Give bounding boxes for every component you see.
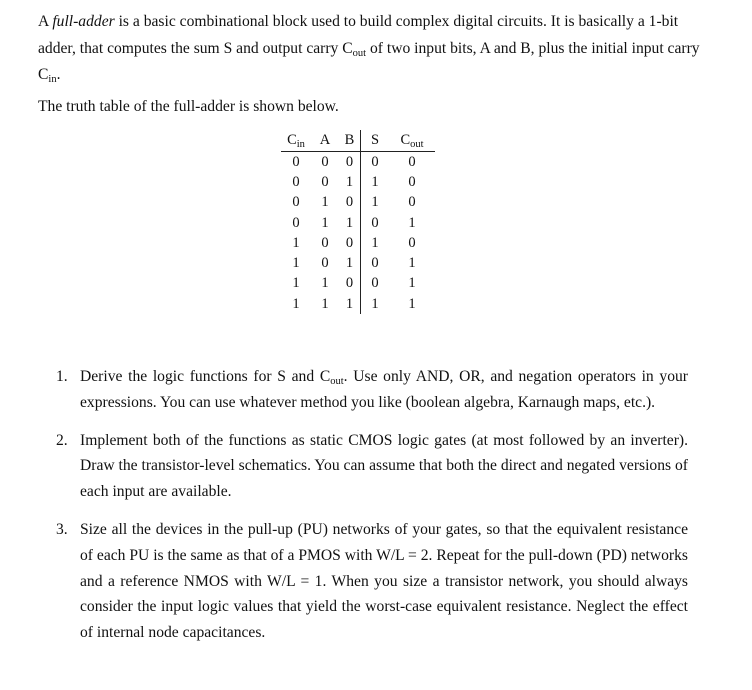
cell-cout: 0 [408, 153, 416, 170]
task-list [56, 364, 688, 658]
cell-cin: 0 [292, 173, 300, 190]
cell-s: 0 [371, 214, 379, 231]
task-text: Derive the logic functions for S and C [80, 368, 331, 385]
cell-s: 0 [371, 275, 379, 292]
cell-a: 1 [321, 275, 329, 292]
cell-cout: 0 [408, 234, 416, 251]
cell-b: 0 [339, 274, 361, 294]
table-row [281, 172, 435, 192]
cell-cin: 1 [292, 295, 300, 312]
cell-cin: 0 [292, 214, 300, 231]
header-a: A [311, 130, 339, 152]
task-item-3 [56, 517, 688, 646]
cell-cin: 1 [292, 234, 300, 251]
intro-text-b: is a basic combinational block used to build complex digital circuits. It is basically a 1-bit adder, that computes the sum S and output carry C [38, 13, 679, 57]
intro-term: full-adder [52, 13, 115, 30]
intro-text-c: of two input bits, A and B, plus the initial input carry C [38, 39, 700, 83]
cell-a: 1 [321, 194, 329, 211]
cell-b: 1 [339, 253, 361, 273]
intro-paragraph [38, 9, 718, 89]
cell-cout: 1 [408, 214, 416, 231]
intro-text-a: A [38, 13, 53, 30]
cell-cin: 1 [292, 275, 300, 292]
header-b: B [339, 130, 361, 152]
cell-b: 1 [339, 213, 361, 233]
task-number: 3. [56, 520, 68, 538]
cell-cin: 1 [292, 255, 300, 272]
task-item-1 [56, 364, 688, 416]
cell-cout: 1 [408, 255, 416, 272]
intro-text-d: . [56, 66, 61, 83]
task-item-2 [56, 428, 688, 505]
cell-cout: 1 [408, 295, 416, 312]
cell-b: 0 [339, 233, 361, 253]
intro-sub-out: out [352, 47, 367, 59]
cell-s: 0 [371, 153, 379, 170]
cell-b: 0 [339, 193, 361, 213]
cell-a: 0 [321, 153, 329, 170]
task-sub: out [330, 376, 344, 387]
cell-cout: 1 [408, 275, 416, 292]
table-row [281, 274, 435, 294]
header-cout: $C_{out}$ [389, 130, 435, 152]
table-row [281, 193, 435, 213]
cell-cout: 0 [408, 173, 416, 190]
cell-s: 1 [371, 194, 379, 211]
cell-a: 0 [321, 255, 329, 272]
cell-cin: 0 [292, 194, 300, 211]
task-number: 2. [56, 431, 68, 449]
task-text: Implement both of the functions as static CMOS logic gates (at most followed by an inverter). Draw the transistor-level schematics. You can assume that both the direct and negated versions of each input are available. [80, 431, 688, 501]
cell-a: 1 [321, 295, 329, 312]
table-row [281, 233, 435, 253]
header-s: S [361, 130, 390, 152]
cell-cout: 0 [408, 194, 416, 211]
cell-a: 1 [321, 214, 329, 231]
intro-sub-in: in [48, 74, 57, 85]
table-row [281, 152, 435, 173]
table-row [281, 213, 435, 233]
table-row [281, 253, 435, 273]
table-caption: The truth table of the full-adder is shown below. [38, 98, 339, 115]
cell-b: 1 [339, 294, 361, 314]
table-row [281, 294, 435, 314]
cell-s: 1 [371, 173, 379, 190]
cell-b: 0 [339, 152, 361, 173]
cell-a: 0 [321, 234, 329, 251]
cell-s: 0 [371, 255, 379, 272]
cell-a: 0 [321, 173, 329, 190]
task-text: Size all the devices in the pull-up (PU) networks of your gates, so that the equivalent resistance of each PU is the same as that of a PMOS with W/L = 2. Repeat for the pull-down (PD) networks and a reference NMOS with W/L = 1. When you size a transistor network, you should always consider the input logic values that yield the worst-case equivalent resistance. Neglect the effect of internal node capacitances. [80, 520, 688, 642]
task-number: 1. [56, 368, 68, 385]
task-text-cont: . Use only AND, OR, and negation operators in your expressions. You can use whatever method you like (boolean algebra, Karnaugh maps, etc.). [80, 368, 688, 411]
header-cin: $C_{in}$ [281, 130, 311, 152]
cell-s: 1 [371, 295, 379, 312]
cell-s: 1 [371, 234, 379, 251]
cell-cin: 0 [292, 153, 300, 170]
cell-b: 1 [339, 172, 361, 192]
truth-table-header [281, 130, 435, 152]
truth-table [281, 130, 435, 314]
